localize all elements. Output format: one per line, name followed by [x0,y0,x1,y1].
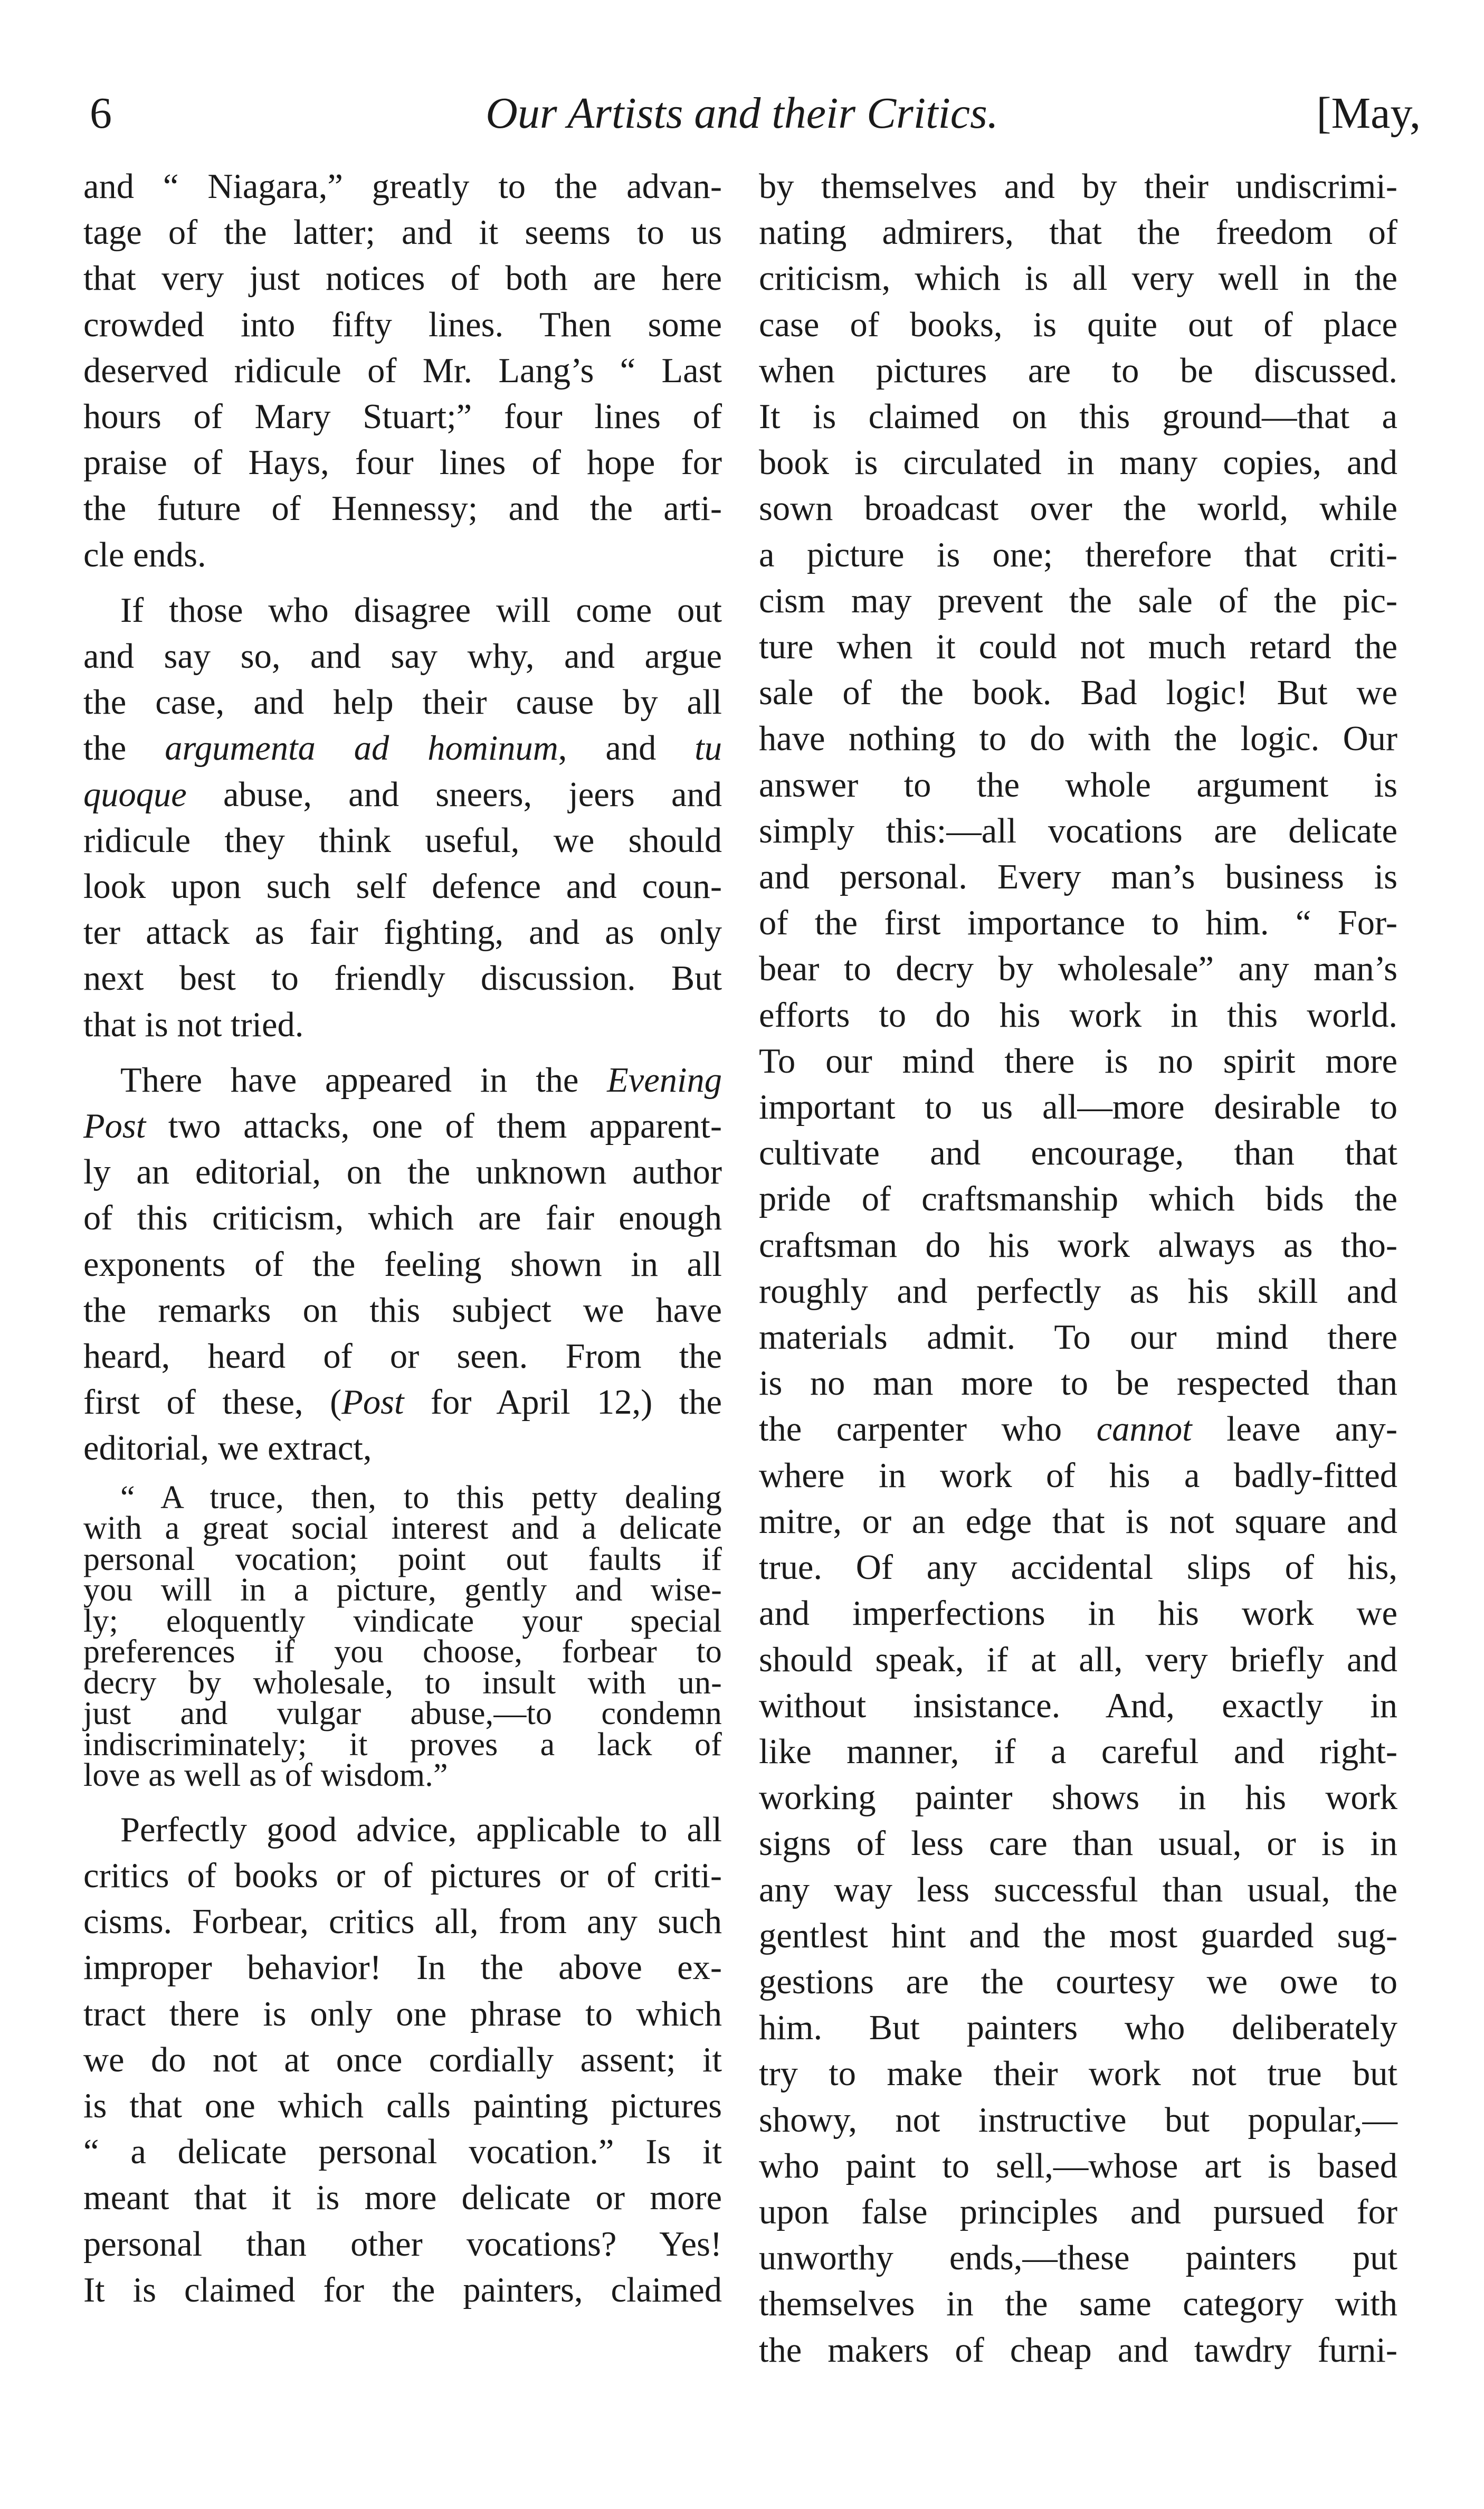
text-line: cisms. Forbear, critics all, from any such [83,1902,722,1942]
text-line: “ a delicate personal vocation.” Is it [83,2133,722,2172]
text-line: There have appeared in the Evening [120,1061,722,1100]
text-line: ridicule they think useful, we should [83,821,722,860]
text-line: is no man more to be respected than [759,1364,1397,1403]
text-line: try to make their work not true but [759,2054,1397,2094]
text-line: It is claimed for the painters, claimed [83,2270,722,2309]
text-line: like manner, if a careful and right- [759,1732,1397,1771]
quote-line: you will in a picture, gently and wise- [83,1572,722,1608]
text-line: themselves in the same category with [759,2285,1397,2324]
left-paragraph-4 [83,1807,722,2313]
text-line: deserved ridicule of Mr. Lang’s “ Last [83,351,722,390]
text-line: when pictures are to be discussed. [759,351,1397,390]
text-line: crowded into fifty lines. Then some [83,305,722,344]
left-paragraph-1 [83,164,722,578]
text-line: criticism, which is all very well in the [759,259,1397,298]
text-line: cle ends. [83,535,206,574]
text-line: signs of less care than usual, or is in [759,1824,1397,1863]
text-line: personal than other vocations? Yes! [83,2224,722,2264]
page-number: 6 [90,89,112,138]
quote-line: indiscriminately; it proves a lack of [83,1726,722,1763]
text-line: gestions are the courtesy we owe to [759,1962,1397,2001]
text-line: Post two attacks, one of them apparent- [83,1107,722,1146]
text-line: craftsman do his work always as tho- [759,1226,1397,1265]
text-line: the future of Hennessy; and the arti- [83,489,722,528]
text-line: working painter shows in his work [759,1778,1397,1817]
quote-line: love as well as of wisdom.” [83,1757,448,1794]
text-line: meant that it is more delicate or more [83,2179,722,2218]
text-line: true. Of any accidental slips of his, [759,1548,1397,1587]
text-line: sown broadcast over the world, while [759,489,1397,528]
text-line: mitre, or an edge that is not square and [759,1502,1397,1541]
text-line: To our mind there is no spirit more [759,1042,1397,1081]
text-line: the remarks on this subject we have [83,1291,722,1330]
text-line: hours of Mary Stuart;” four lines of [83,397,722,437]
text-line: gentlest hint and the most guarded sug- [759,1916,1397,1955]
text-line: unworthy ends,—these painters put [759,2239,1397,2278]
text-line: a picture is one; therefore that criti- [759,535,1397,574]
quote-line: “ A truce, then, to this petty dealing [120,1479,722,1516]
text-line: It is claimed on this ground—that a [759,397,1397,437]
text-line: cultivate and encourage, than that [759,1134,1397,1173]
text-line: answer to the whole argument is [759,765,1397,804]
text-line: tract there is only one phrase to which [83,1994,722,2033]
text-line: pride of craftsmanship which bids the [759,1180,1397,1219]
text-line: quoque abuse, and sneers, jeers and [83,775,722,814]
text-line: efforts to do his work in this world. [759,996,1397,1035]
text-line: have nothing to do with the logic. Our [759,719,1397,759]
text-line: of this criticism, which are fair enough [83,1199,722,1238]
text-line: should speak, if at all, very briefly and [759,1640,1397,1679]
text-line: praise of Hays, four lines of hope for [83,443,722,482]
text-line: and “ Niagara,” greatly to the advan- [83,167,722,206]
text-line: the carpenter who cannot leave any- [759,1410,1397,1449]
text-line: exponents of the feeling shown in all [83,1245,722,1284]
quote-line: preferences if you choose, forbear to [83,1634,722,1670]
text-line: him. But painters who deliberately [759,2009,1397,2048]
right-paragraph-1 [759,164,1397,2373]
text-line: materials admit. To our mind there [759,1318,1397,1357]
text-line: first of these, (Post for April 12,) the [83,1383,722,1422]
text-line: by themselves and by their undiscrimi- [759,167,1397,206]
text-line: is that one which calls painting pictures [83,2086,722,2125]
text-line: roughly and perfectly as his skill and [759,1272,1397,1311]
text-line: heard, heard of or seen. From the [83,1337,722,1376]
text-line: ly an editorial, on the unknown author [83,1153,722,1192]
text-line: and say so, and say why, and argue [83,637,722,676]
text-line: the argumenta ad hominum, and tu [83,729,722,768]
text-line: showy, not instructive but popular,— [759,2100,1397,2139]
text-line: that very just notices of both are here [83,259,722,298]
text-line: where in work of his a badly-fitted [759,1456,1397,1495]
text-line: tage of the latter; and it seems to us [83,213,722,252]
text-line: look upon such self defence and coun- [83,867,722,906]
text-line: upon false principles and pursued for [759,2192,1397,2231]
text-line: ter attack as fair fighting, and as only [83,913,722,952]
left-column [83,164,722,2313]
text-line: that is not tried. [83,1005,304,1044]
quote-line: personal vocation; point out faults if [83,1541,722,1577]
block-quote [83,1479,722,1794]
text-line: and imperfections in his work we [759,1594,1397,1633]
text-line: without insistance. And, exactly in [759,1686,1397,1725]
text-line: of the first importance to him. “ For- [759,904,1397,943]
text-line: sale of the book. Bad logic! But we [759,674,1397,713]
text-line: next best to friendly discussion. But [83,959,722,998]
quote-line: decry by wholesale, to insult with un- [83,1664,722,1701]
quote-line: ly; eloquently vindicate your special [83,1603,722,1639]
right-column [759,164,1397,2373]
running-header [0,79,1484,148]
text-line: case of books, is quite out of place [759,305,1397,344]
text-line: nating admirers, that the freedom of [759,213,1397,252]
text-line: editorial, we extract, [83,1429,372,1468]
text-line: the case, and help their cause by all [83,683,722,722]
left-paragraph-2 [83,588,722,1048]
text-line: important to us all—more desirable to [759,1088,1397,1127]
text-line: the makers of cheap and tawdry furni- [759,2331,1397,2370]
quote-line: with a great social interest and a delicate [83,1510,722,1547]
text-line: simply this:—all vocations are delicate [759,811,1397,850]
text-line: improper behavior! In the above ex- [83,1948,722,1987]
text-line: and personal. Every man’s business is [759,858,1397,897]
running-title: Our Artists and their Critics. [486,89,998,138]
text-line: critics of books or of pictures or of criti- [83,1856,722,1895]
text-line: any way less successful than usual, the [759,1870,1397,1909]
left-paragraph-3 [83,1057,722,1472]
text-line: Perfectly good advice, applicable to all [120,1810,722,1849]
text-line: ture when it could not much retard the [759,628,1397,667]
quote-line: just and vulgar abuse,—to condemn [83,1696,722,1732]
text-line: who paint to sell,—whose art is based [759,2146,1397,2185]
text-line: book is circulated in many copies, and [759,443,1397,482]
text-line: bear to decry by wholesale” any man’s [759,950,1397,989]
text-line: cism may prevent the sale of the pic- [759,581,1397,620]
text-line: If those who disagree will come out [120,591,722,630]
text-line: we do not at once cordially assent; it [83,2040,722,2079]
issue-month: [May, [1316,89,1421,138]
